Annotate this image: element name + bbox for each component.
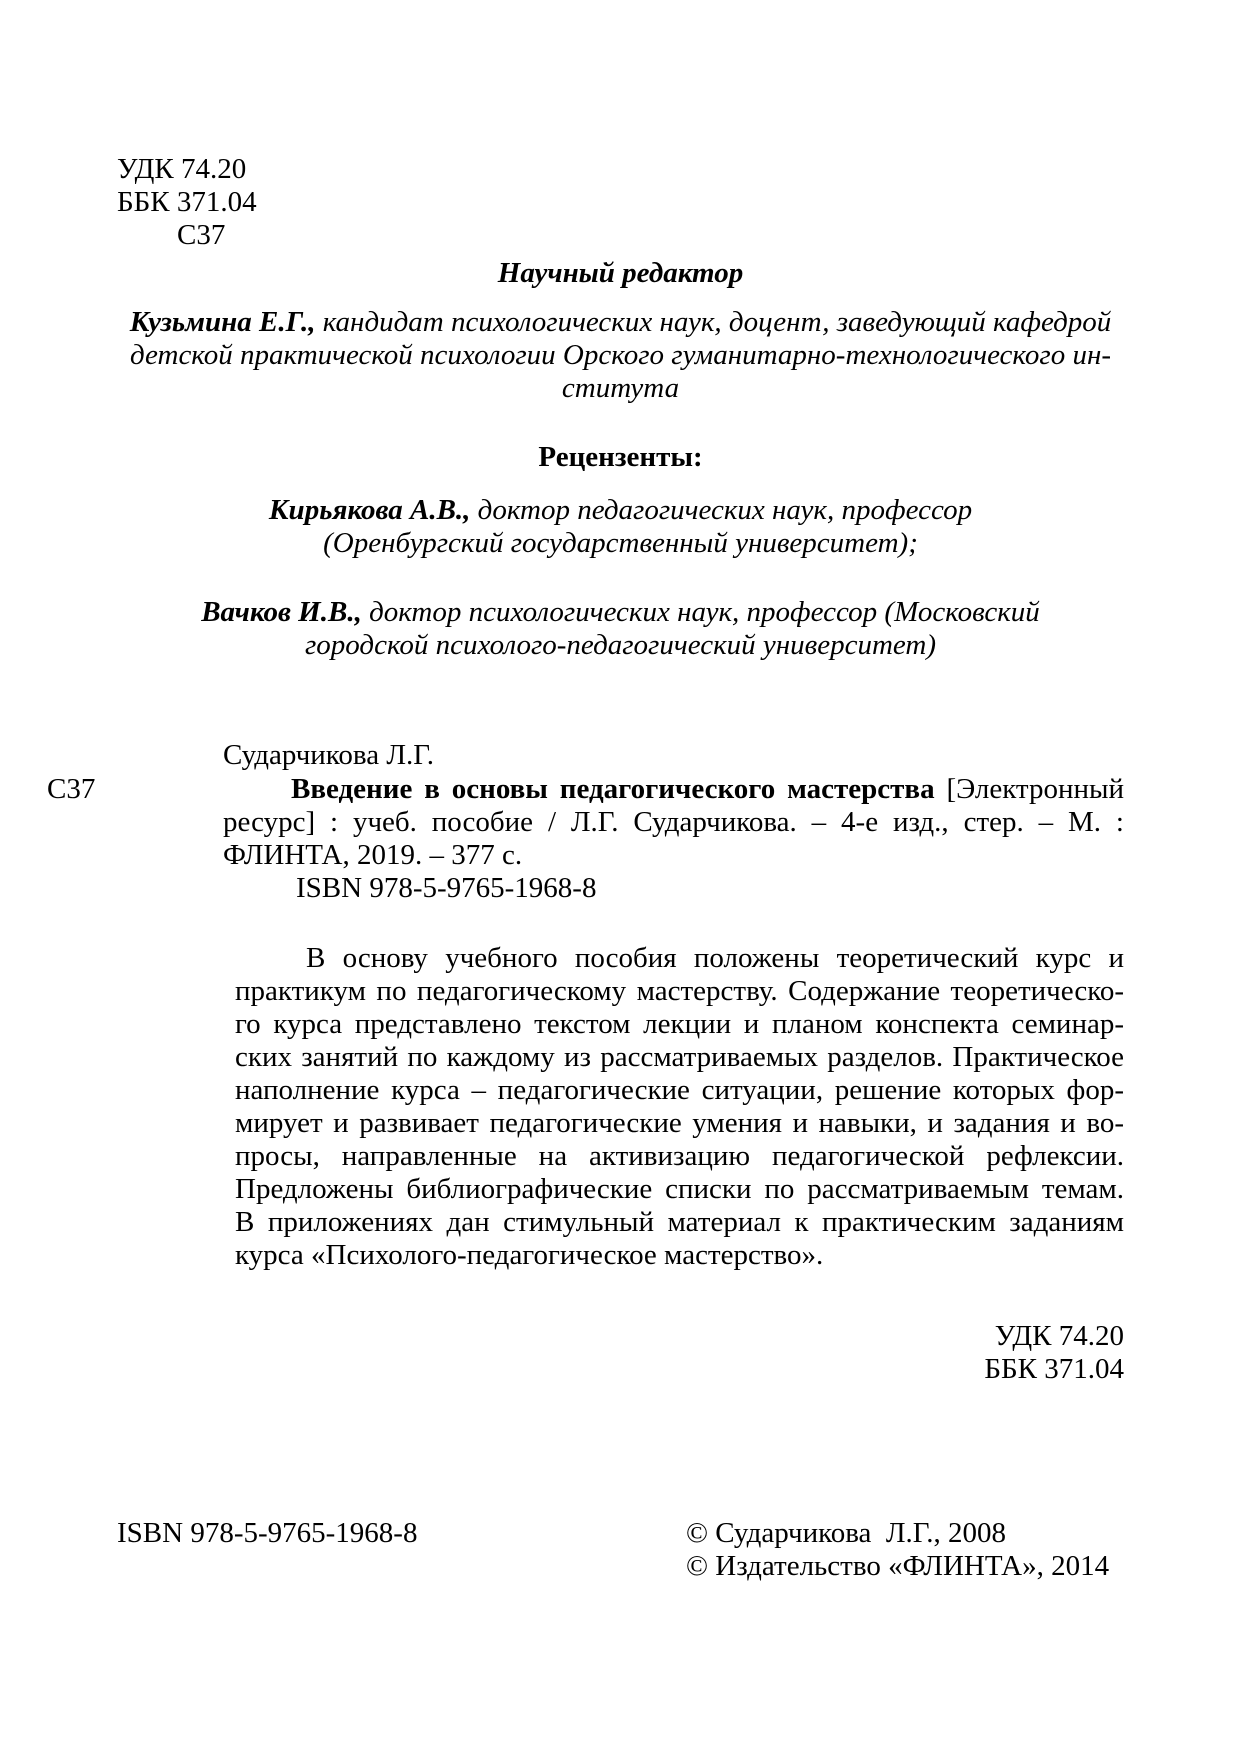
reviewer-2 [117,596,1124,662]
abstract-line: мирует и развивает педагогические умения и навыки, и задания и во- [235,1107,1124,1139]
reviewer-1-line2: (Оренбургский государственный университет); [323,527,918,559]
abstract-line: Предложены библиографические списки по рассматриваемым темам. [235,1173,1124,1205]
catalog-title-rest: [Электронный [934,773,1125,805]
reviewer-1 [117,494,1124,560]
reviewer-2-line2: городской психолого-педагогический университет) [304,629,937,661]
editor-line3: ститута [561,372,680,404]
abstract-line: курса «Психолого-педагогическое мастерство». [235,1239,824,1271]
editor-name: Кузьмина Е.Г., [129,306,316,338]
abstract-line: ских занятий по каждому из рассматриваемых разделов. Практическое [235,1041,1124,1073]
reviewer-2-name: Вачков И.В., [201,596,362,628]
catalog-line3: ФЛИНТА, 2019. – 377 с. [223,839,523,871]
abstract-line: го курса представлено текстом лекции и планом конспекта семинар- [235,1008,1124,1040]
editor-line1: кандидат психологических наук, доцент, заведующий кафедрой [315,306,1112,338]
abstract-line: просы, направленные на активизацию педагогической рефлексии. [235,1140,1124,1172]
copyright-publisher: © Издательство «ФЛИНТА», 2014 [686,1550,1110,1582]
catalog-entry [223,773,1124,905]
abstract-line: В приложениях дан стимульный материал к практическим заданиям [235,1206,1124,1238]
reviewer-1-name: Кирьякова А.В., [268,494,471,526]
abstract-line: наполнение курса – педагогические ситуации, решение которых фор- [235,1074,1124,1106]
udk-code: УДК 74.20 [117,153,247,185]
editor-line2: детской практической психологии Орского гуманитарно-технологического ин- [129,339,1111,371]
copyright-author: © Сударчикова Л.Г., 2008 [686,1517,1007,1549]
bottom-udk-code: УДК 74.20 [994,1320,1124,1352]
catalog-author: Сударчикова Л.Г. [223,739,435,771]
catalog-title: Введение в основы педагогического мастерства [291,773,935,805]
editor-heading: Научный редактор [497,257,744,289]
reviewer-2-line1: доктор психологических наук, профессор (Московский [361,596,1040,628]
reviewers-heading: Рецензенты: [538,441,703,473]
bbk-code: ББК 371.04 [117,186,257,218]
top-codes [117,153,257,252]
catalog-title-line [223,773,1124,806]
footer-copyrights [686,1517,1109,1583]
catalog-isbn: ISBN 978-5-9765-1968-8 [296,872,597,904]
abstract [235,942,1124,1272]
bottom-bbk-code: ББК 371.04 [984,1353,1124,1385]
reviewer-1-line1: доктор педагогических наук, профессор [470,494,973,526]
editor-block [117,306,1124,405]
author-mark: С37 [177,219,226,251]
abstract-line: В основу учебного пособия положены теоретический курс и [306,942,1124,974]
abstract-line: практикум по педагогическому мастерству. Содержание теоретическо- [235,975,1124,1007]
catalog-mark: С37 [47,773,96,805]
bottom-codes [984,1320,1124,1386]
footer-isbn: ISBN 978-5-9765-1968-8 [117,1517,418,1549]
catalog-line2: ресурс] : учеб. пособие / Л.Г. Сударчикова. – 4-е изд., стер. – М. : [223,806,1124,838]
